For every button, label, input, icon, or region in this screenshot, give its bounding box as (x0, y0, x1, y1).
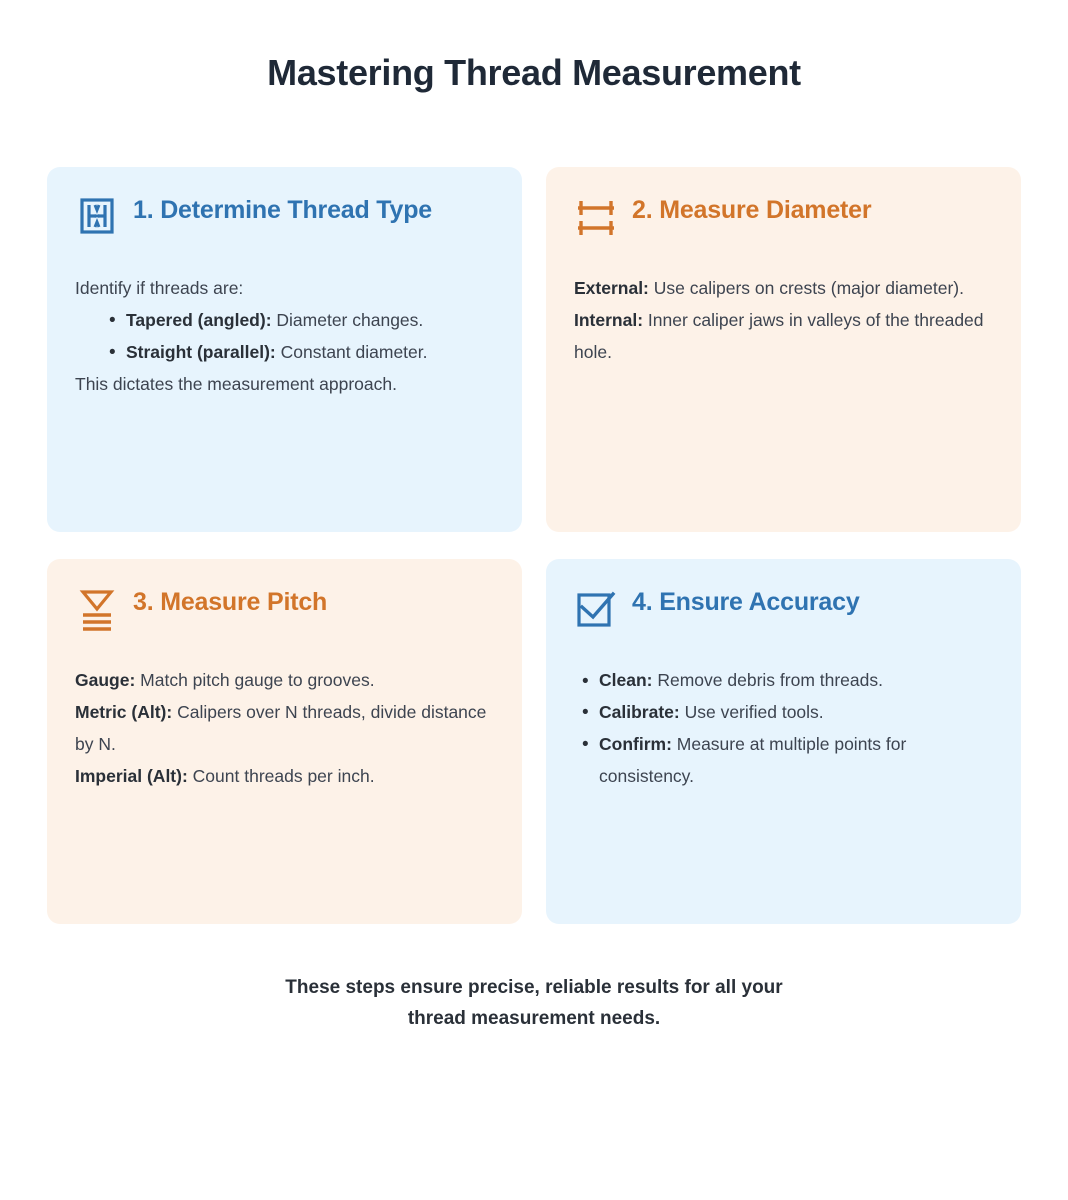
bullet-label: Straight (parallel): (126, 341, 276, 362)
bullet-text: Measure at multiple points for consistency. (599, 733, 907, 786)
list-item (582, 665, 993, 697)
bullet-text: Constant diameter. (275, 341, 428, 362)
detail-label: Gauge: (75, 670, 136, 690)
detail-text: Inner caliper jaws in valleys of the threaded hole. (574, 309, 984, 362)
bullet-text: Remove debris from threads. (652, 670, 883, 690)
detail-label: External: (574, 278, 649, 298)
card-header (574, 585, 993, 631)
bullet-text: Diameter changes. (271, 309, 424, 330)
card-header (574, 193, 993, 239)
card-title: 1. Determine Thread Type (133, 196, 432, 224)
card-title: 2. Measure Diameter (632, 196, 872, 224)
detail-line (75, 665, 494, 697)
detail-line (75, 697, 494, 761)
card-header (75, 585, 494, 631)
bullet-label: Confirm: (599, 733, 672, 754)
detail-label: Metric (Alt): (75, 701, 173, 722)
list-item (582, 697, 993, 729)
bullet-text: Use verified tools. (679, 701, 824, 722)
detail-label: Internal: (574, 309, 644, 330)
card-body (574, 665, 993, 792)
card-body (75, 273, 494, 400)
detail-line (574, 305, 993, 369)
card-header (75, 193, 494, 239)
pitch-gauge-icon (75, 585, 119, 629)
checkbox-check-icon (574, 585, 618, 629)
detail-label: Imperial (Alt): (75, 765, 188, 786)
detail-line (574, 273, 993, 305)
footer-line-1: These steps ensure precise, reliable results for all your (285, 977, 783, 998)
bullet-label: Calibrate: (599, 701, 680, 722)
detail-line (75, 761, 494, 793)
card-closing-text: This dictates the measurement approach. (75, 373, 397, 394)
card-lead-text: Identify if threads are: (75, 278, 244, 298)
list-item (582, 729, 993, 793)
footer-line-2: thread measurement needs. (407, 1008, 661, 1030)
step-card-ensure-accuracy (546, 559, 1021, 924)
card-body (574, 273, 993, 369)
card-body (75, 665, 494, 792)
card-title: 3. Measure Pitch (133, 588, 328, 616)
step-card-measure-pitch (47, 559, 522, 924)
detail-text: Match pitch gauge to grooves. (135, 670, 375, 690)
caliper-jaws-icon (75, 193, 119, 237)
steps-card-grid (47, 167, 1021, 924)
list-item (109, 337, 494, 369)
dimension-lines-icon (574, 193, 618, 237)
page-title: Mastering Thread Measurement (267, 52, 801, 93)
bullet-list (574, 665, 993, 792)
bullet-list (75, 305, 494, 369)
detail-text: Use calipers on crests (major diameter). (648, 278, 964, 298)
bullet-label: Tapered (angled): (126, 309, 272, 330)
step-card-measure-diameter (546, 167, 1021, 532)
footer-note (0, 972, 1068, 1035)
step-card-determine-thread-type (47, 167, 522, 532)
list-item (109, 305, 494, 337)
card-title: 4. Ensure Accuracy (632, 588, 860, 616)
detail-text: Count threads per inch. (187, 765, 375, 786)
detail-text: Calipers over N threads, divide distance by N. (75, 701, 487, 754)
bullet-label: Clean: (599, 670, 653, 690)
